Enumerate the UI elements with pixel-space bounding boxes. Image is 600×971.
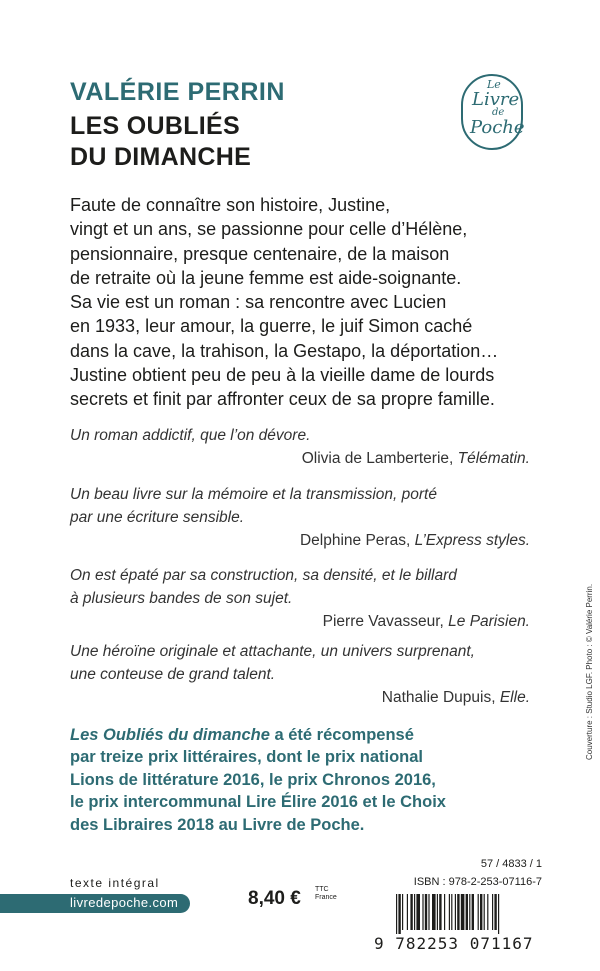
- barcode-bar: [444, 894, 445, 930]
- barcode-bar: [466, 894, 468, 930]
- cover-credits: Couverture : Studio LGF. Photo : © Valérie Perrin.: [585, 583, 594, 760]
- barcode-bar: [478, 894, 479, 930]
- price-note-line: TTC: [315, 886, 329, 893]
- quote-text: Un beau livre sur la mémoire et la transmission, porté: [70, 486, 437, 503]
- isbn: ISBN : 978-2-253-07116-7: [413, 876, 542, 888]
- quote-attribution: [70, 529, 530, 552]
- barcode-bar: [451, 894, 452, 930]
- publisher-logo: [461, 74, 523, 150]
- review-quote: [70, 564, 530, 633]
- price-note-line: France: [315, 894, 337, 901]
- synopsis-line: dans la cave, la trahison, la Gestapo, la déportation…: [70, 340, 499, 361]
- quote-author: Olivia de Lamberterie,: [301, 450, 458, 467]
- quote-source: Télématin.: [457, 450, 530, 467]
- barcode-bar: [402, 894, 403, 930]
- prize-text: a été récompensé: [269, 726, 414, 744]
- synopsis-line: secrets et finit par affronter ceux de sa propre famille.: [70, 389, 495, 410]
- synopsis: [70, 193, 540, 412]
- barcode-bar: [457, 894, 459, 930]
- barcode-bar: [439, 894, 441, 930]
- logo-text: de: [492, 107, 505, 118]
- barcode-bar: [425, 894, 427, 930]
- catalog-number: 57 / 4833 / 1: [480, 858, 542, 870]
- review-quote: [70, 640, 530, 709]
- barcode-bar: [398, 894, 400, 934]
- quote-source: L’Express styles.: [414, 532, 530, 549]
- barcode-bar: [498, 894, 499, 934]
- quote-author: Delphine Peras,: [299, 532, 415, 549]
- quote-text: On est épaté par sa construction, sa densité, et le billard: [70, 567, 457, 584]
- barcode-bar: [407, 894, 408, 930]
- quote-text: à plusieurs bandes de son sujet.: [70, 590, 293, 607]
- prize-line: le prix intercommunal Lire Élire 2016 et le Choix: [70, 793, 446, 812]
- quote-text: Un roman addictif, que l’on dévore.: [70, 427, 311, 444]
- prize-book-title: Les Oubliés du dimanche: [70, 726, 270, 744]
- prize-line: Lions de littérature 2016, le prix Chronos 2016,: [70, 770, 436, 789]
- price: 8,40 €: [248, 888, 301, 909]
- barcode-bar: [416, 894, 420, 930]
- prize-line: [70, 724, 540, 746]
- barcode-bar: [432, 894, 436, 930]
- book-title: [70, 111, 251, 173]
- barcode-bar: [494, 894, 496, 930]
- synopsis-line: de retraite où la jeune femme est aide-soignante.: [70, 267, 462, 288]
- barcode-bar: [492, 894, 493, 930]
- barcode-bar: [469, 894, 470, 930]
- quote-attribution: [70, 686, 530, 709]
- barcode-bar: [396, 894, 397, 934]
- quote-author: Pierre Vavasseur,: [322, 613, 449, 630]
- quote-source: Elle.: [499, 689, 530, 706]
- barcode-bar: [410, 894, 412, 930]
- prize-line: des Libraires 2018 au Livre de Poche.: [70, 815, 365, 834]
- barcode-bar: [461, 894, 465, 930]
- synopsis-line: vingt et un ans, se passionne pour celle d’Hélène,: [70, 219, 468, 240]
- logo-text: Le: [487, 78, 501, 91]
- quote-attribution: [70, 447, 530, 470]
- title-line: LES OUBLIÉS: [70, 112, 240, 140]
- barcode-bar: [472, 894, 474, 930]
- synopsis-line: en 1933, leur amour, la guerre, le juif Simon caché: [70, 316, 473, 337]
- synopsis-line: Faute de connaître son histoire, Justine,: [70, 195, 391, 215]
- barcode-bar: [484, 894, 485, 930]
- quote-text: par une écriture sensible.: [70, 509, 245, 526]
- barcode-bar: [487, 894, 488, 930]
- barcode-bar: [437, 894, 438, 930]
- website-link[interactable]: livredepoche.com: [70, 895, 179, 910]
- quote-author: Nathalie Dupuis,: [381, 689, 500, 706]
- prize-paragraph: [70, 724, 540, 836]
- synopsis-line: Sa vie est un roman : sa rencontre avec Lucien: [70, 292, 447, 313]
- barcode-bar: [455, 894, 456, 930]
- quote-source: Le Parisien.: [448, 613, 530, 630]
- synopsis-line: Justine obtient peu de peu à la vieille dame de lourds: [70, 365, 495, 386]
- prize-line: par treize prix littéraires, dont le prix national: [70, 748, 424, 767]
- author-name: VALÉRIE PERRIN: [70, 78, 285, 106]
- logo-text: Livre: [472, 89, 520, 110]
- quote-attribution: [70, 610, 530, 633]
- barcode-bar: [428, 894, 429, 930]
- barcode-digits: 9 782253 071167: [374, 934, 534, 953]
- barcode-bar: [414, 894, 415, 930]
- quote-text: une conteuse de grand talent.: [70, 666, 276, 683]
- edition-label: texte intégral: [70, 876, 160, 890]
- price-note: [315, 886, 337, 902]
- title-line: DU DIMANCHE: [70, 143, 252, 171]
- quote-text: Une héroïne originale et attachante, un univers surprenant,: [70, 643, 475, 660]
- barcode-bar: [449, 894, 450, 930]
- logo-text: Poche: [470, 117, 525, 138]
- barcode-bar: [480, 894, 482, 930]
- review-quote: [70, 424, 530, 470]
- synopsis-line: pensionnaire, presque centenaire, de la maison: [70, 243, 450, 264]
- barcode-bar: [422, 894, 423, 930]
- review-quote: [70, 483, 530, 552]
- barcode: [396, 894, 544, 934]
